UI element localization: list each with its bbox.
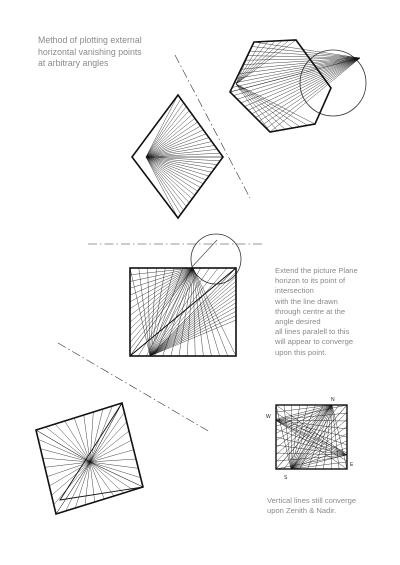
compass-west-label: W bbox=[266, 414, 271, 420]
compass-fan-north bbox=[276, 405, 347, 469]
compass-east-label: E bbox=[350, 462, 354, 468]
compass-square-shape bbox=[276, 405, 347, 469]
vertical-lines-caption: Vertical lines still converge upon Zenith & Nadir. bbox=[267, 496, 357, 516]
extend-horizon-caption: Extend the picture Plane horizon to its point of intersection with the line drawn through centre at the angle desired all lines paralell to this will appear to converge upon this point. bbox=[275, 266, 358, 357]
hexagon-fan-right bbox=[230, 42, 360, 132]
compass-fan-west bbox=[276, 405, 347, 469]
title-caption: Method of plotting external horizontal vanishing points at arbitrary angles bbox=[38, 35, 142, 68]
horizon-line-top bbox=[175, 55, 250, 198]
diamond-shape bbox=[132, 95, 223, 218]
compass-fan-south bbox=[276, 405, 347, 469]
compass-fan-east bbox=[276, 405, 347, 469]
diamond-fan bbox=[146, 95, 223, 218]
compass-north-label: N bbox=[331, 397, 335, 403]
hexagon-shape bbox=[230, 40, 331, 132]
compass-south-label: S bbox=[284, 475, 288, 481]
